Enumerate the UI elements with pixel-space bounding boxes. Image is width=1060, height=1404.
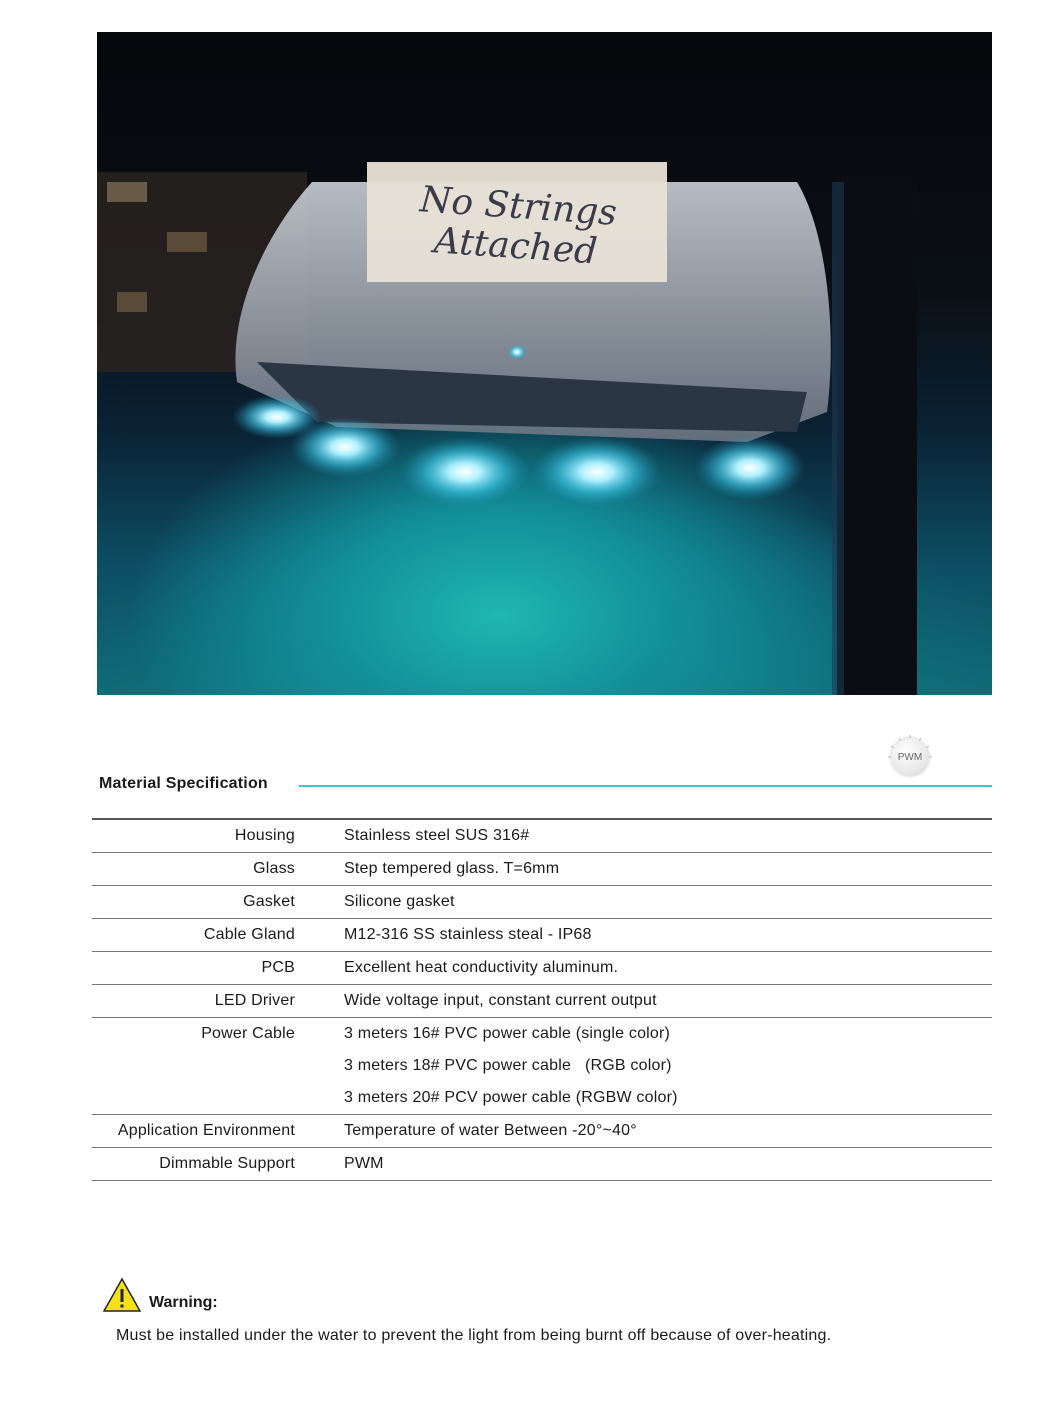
spec-label-cell [92, 985, 295, 1017]
spec-values [344, 886, 455, 918]
spec-label-cell [92, 853, 295, 885]
spec-row [92, 1115, 992, 1148]
spec-table [92, 818, 992, 1181]
spec-values [344, 1018, 678, 1114]
spec-value: 3 meters 16# PVC power cable (single color) [344, 1025, 671, 1042]
spec-label: Housing [234, 827, 295, 844]
spec-label-cell [92, 886, 295, 918]
spec-value: M12-316 SS stainless steal - IP68 [344, 926, 592, 943]
spec-value: Excellent heat conductivity aluminum. [344, 959, 619, 976]
spec-label-cell [92, 1018, 295, 1114]
spec-values [344, 1148, 384, 1180]
spec-label: Glass [253, 860, 295, 877]
warning-title: Warning: [149, 1294, 218, 1311]
spec-row [92, 853, 992, 886]
spec-row [92, 820, 992, 853]
spec-label: Cable Gland [203, 926, 295, 943]
warning-triangle-icon [102, 1277, 142, 1313]
spec-values [344, 820, 529, 852]
product-photo [97, 32, 992, 695]
spec-label: PCB [261, 959, 295, 976]
section-divider [299, 785, 992, 787]
spec-label: Application Environment [117, 1122, 295, 1139]
spec-row [92, 985, 992, 1018]
spec-value: PWM [344, 1155, 384, 1172]
spec-label: Dimmable Support [159, 1155, 295, 1172]
spec-value: 3 meters 18# PVC power cable (RGB color) [344, 1057, 672, 1074]
spec-label-cell [92, 1148, 295, 1180]
spec-value: Silicone gasket [344, 893, 455, 910]
spec-row [92, 1018, 992, 1115]
spec-row [92, 1148, 992, 1181]
spec-label-cell [92, 919, 295, 951]
boat-illustration [97, 32, 992, 695]
spec-label-cell [92, 820, 295, 852]
warning-text: Must be installed under the water to prevent the light from being burnt off because of over-heating. [116, 1327, 832, 1344]
spec-row [92, 952, 992, 985]
spec-label: Gasket [243, 893, 295, 910]
spec-values [344, 952, 618, 984]
spec-values [344, 985, 657, 1017]
spec-value: Wide voltage input, constant current output [344, 992, 657, 1009]
boat-name-text: No Strings Attached [418, 179, 619, 273]
spec-value: Stainless steel SUS 316# [344, 827, 530, 844]
spec-label-cell [92, 952, 295, 984]
spec-label-cell [92, 1115, 295, 1147]
pwm-badge [888, 735, 932, 779]
spec-label: Power Cable [201, 1025, 295, 1042]
spec-value: 3 meters 20# PCV power cable (RGBW color) [344, 1089, 678, 1106]
spec-values [344, 853, 559, 885]
spec-row [92, 886, 992, 919]
section-title: Material Specification [99, 775, 268, 792]
pwm-badge-label: PWM [891, 738, 929, 776]
spec-values [344, 919, 592, 951]
spec-label: LED Driver [214, 992, 295, 1009]
spec-value: Step tempered glass. T=6mm [344, 860, 560, 877]
spec-value: Temperature of water Between -20°~40° [344, 1122, 637, 1139]
spec-values [344, 1115, 637, 1147]
spec-row [92, 919, 992, 952]
